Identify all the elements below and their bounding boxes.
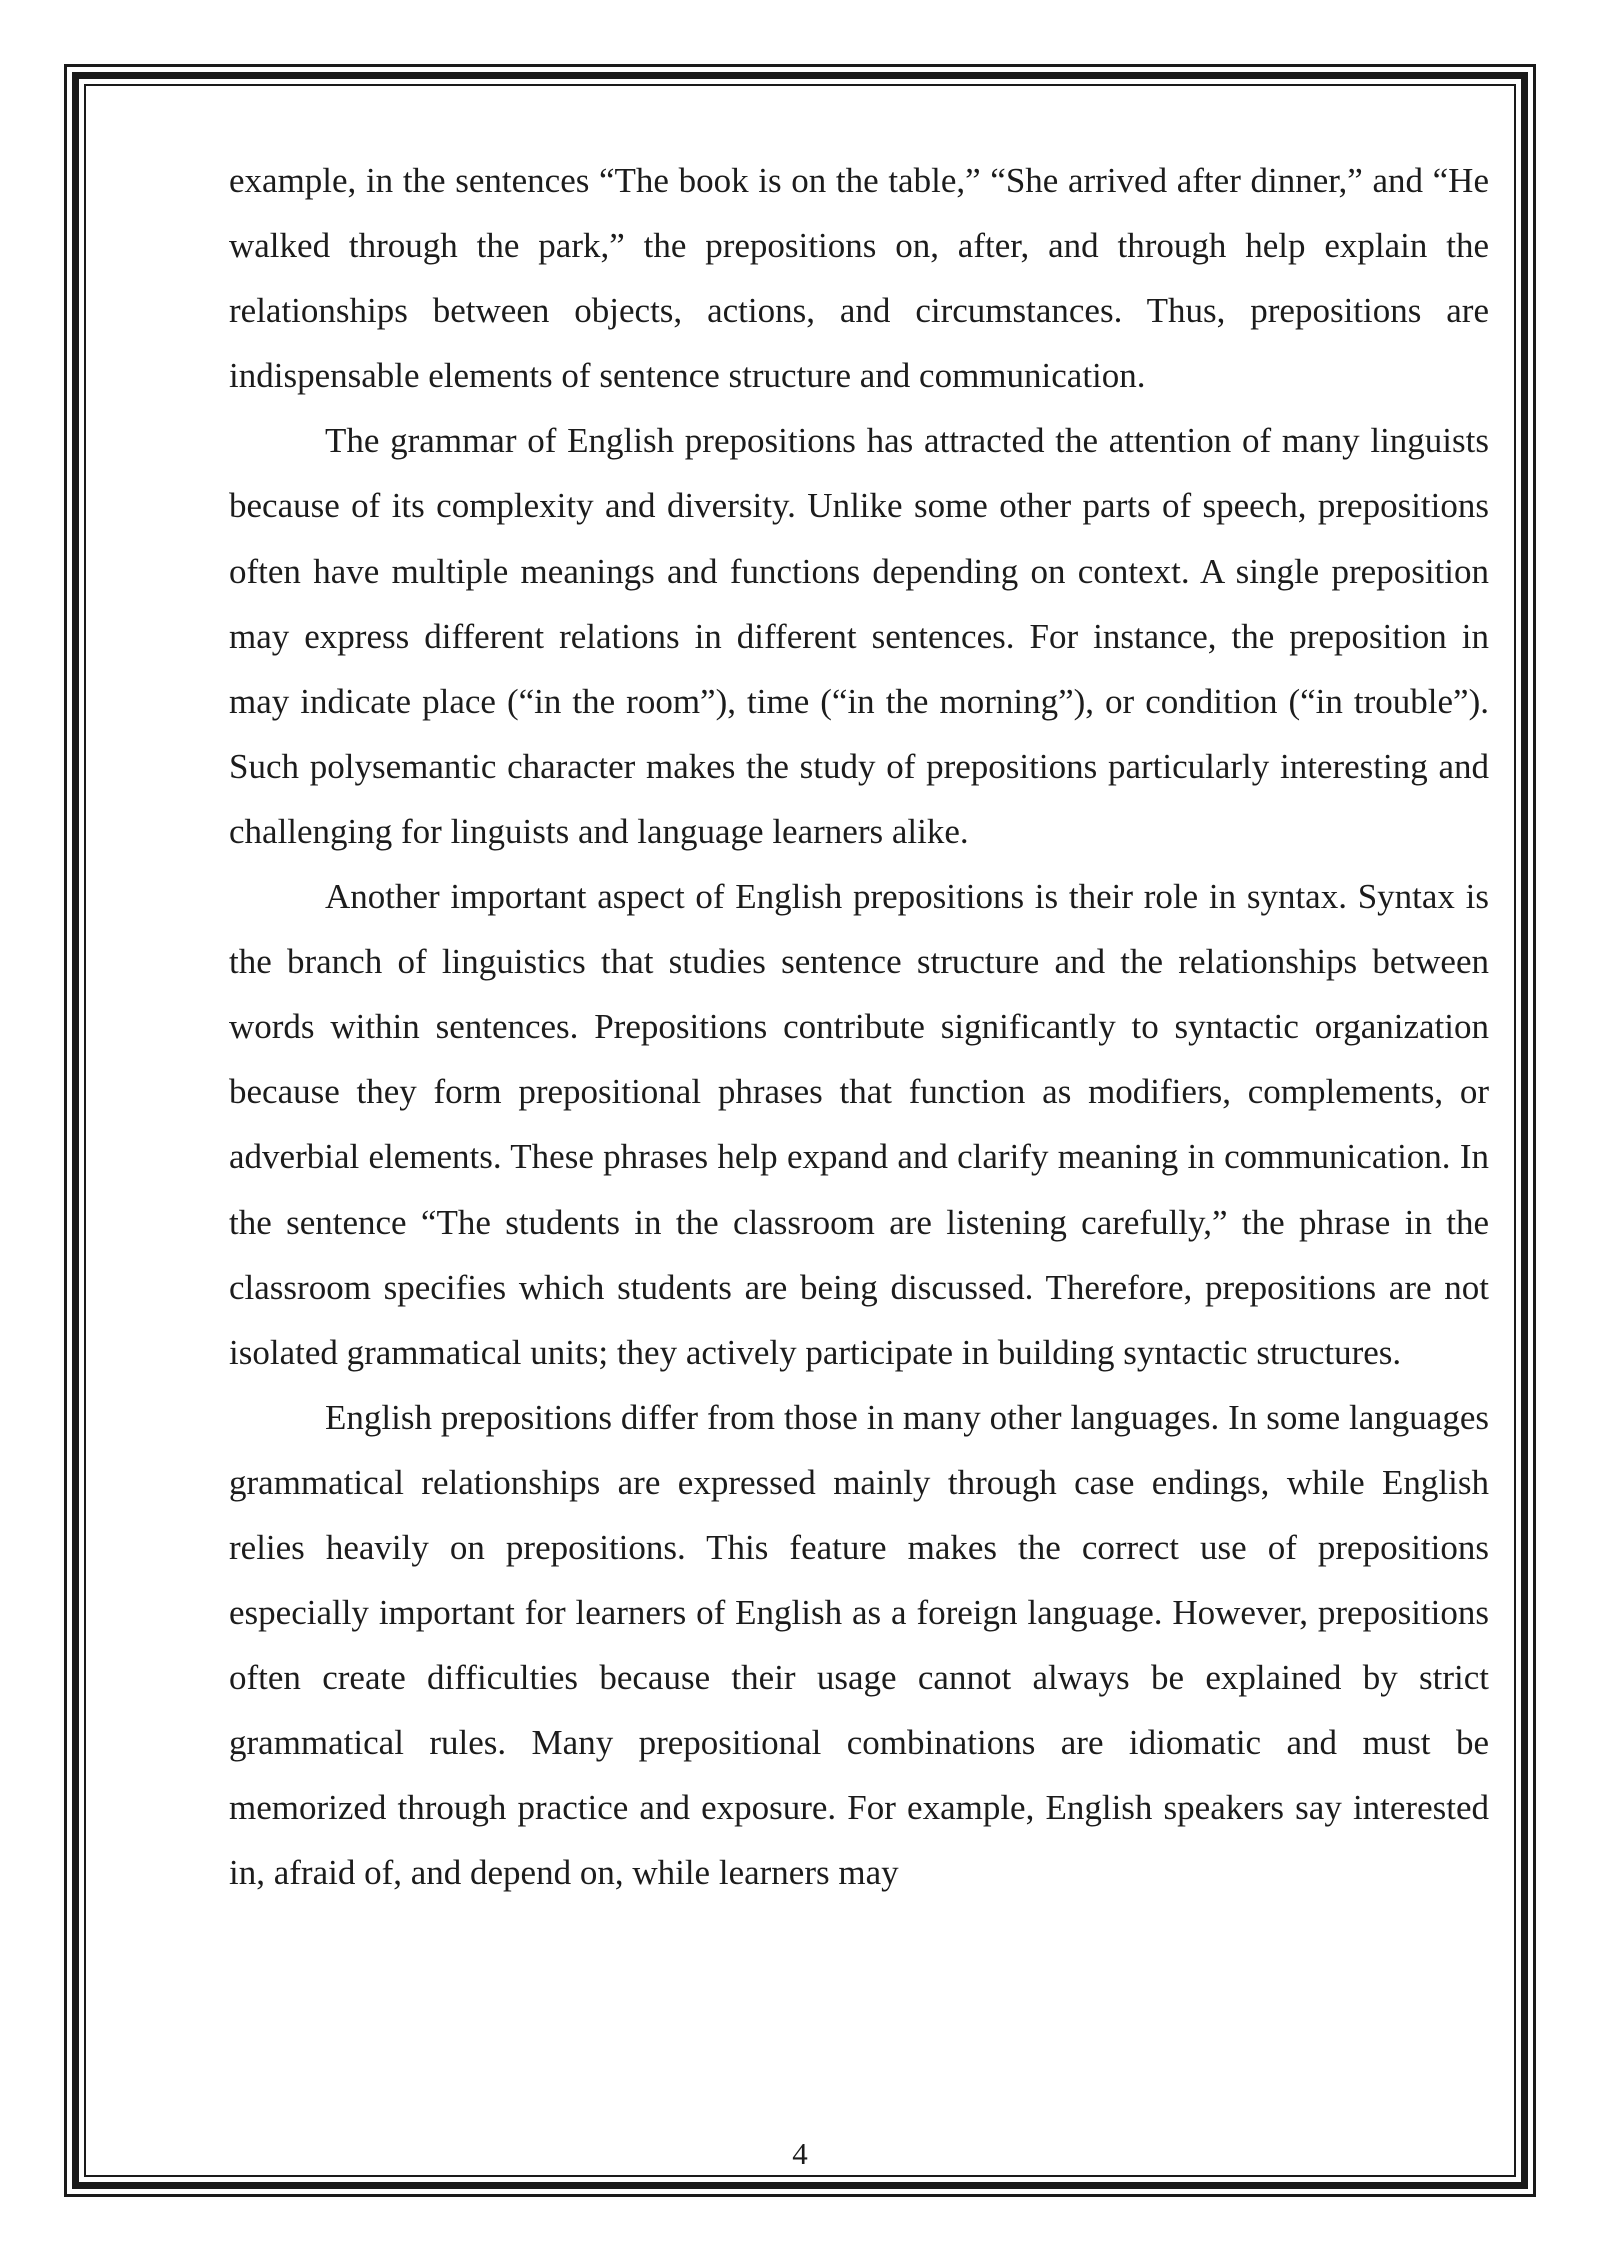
paragraph-role-in-syntax: Another important aspect of English prepositions is their role in syntax. Syntax is the branch of linguistics that studies sentence structure and the relationships between words within sentences. Prepositions contribute significantly to syntactic organization because they form prepositional phrases that function as modifiers, complements, or adverbial elements. These phrases help expand and clarify meaning in communication. In the sentence “The students in the classroom are listening carefully,” the phrase in the classroom specifies which students are being discussed. Therefore, prepositions are not isolated grammatical units; they actively participate in building syntactic structures. bbox=[229, 877, 1489, 1372]
paragraph-comparison-with-other-languages: English prepositions differ from those in many other languages. In some languages grammatical relationships are expressed mainly through case endings, while English relies heavily on prepositions. This feature makes the correct use of prepositions especially important for learners of English as a foreign language. However, prepositions often create difficulties because their usage cannot always be explained by strict grammatical rules. Many prepositional combinations are idiomatic and must be memorized through practice and exposure. For example, English speakers say interested in, afraid of, and depend on, while learners may bbox=[229, 1397, 1489, 1893]
page-body bbox=[229, 148, 1489, 1906]
paragraph-continued: example, in the sentences “The book is on the table,” “She arrived after dinner,” and “He walked through the park,” the prepositions on, after, and through help explain the relationships between objects, actions, and circumstances. Thus, prepositions are indispensable elements of sentence structure and communication. bbox=[229, 161, 1489, 396]
paragraph-grammar-of-prepositions: The grammar of English prepositions has attracted the attention of many linguists because of its complexity and diversity. Unlike some other parts of speech, prepositions often have multiple meanings and functions depending on context. A single preposition may express different relations in different sentences. For instance, the preposition in may indicate place (“in the room”), time (“in the morning”), or condition (“in trouble”). Such polysemantic character makes the study of prepositions particularly interesting and challenging for linguists and language learners alike. bbox=[229, 421, 1489, 851]
page-number: 4 bbox=[792, 2136, 808, 2171]
